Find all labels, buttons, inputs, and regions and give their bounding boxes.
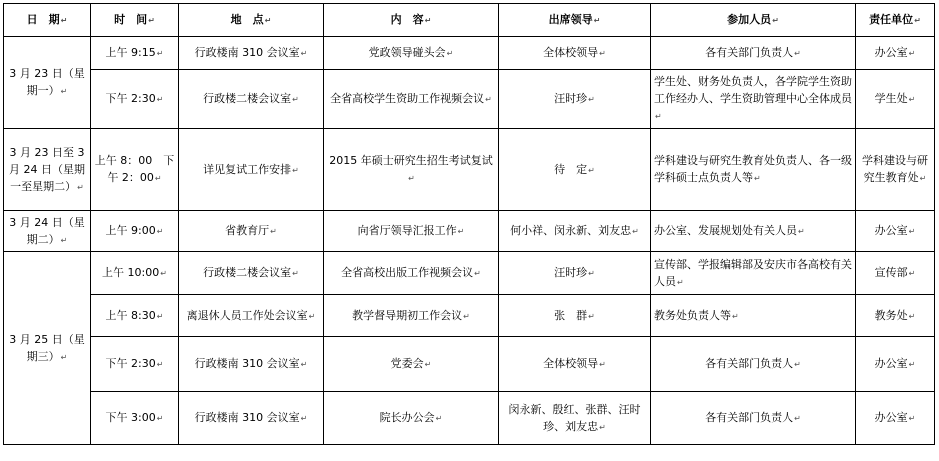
table-row: [4, 211, 935, 252]
table-row: [4, 70, 935, 129]
attendees-cell: 宣传部、学报编辑部及安庆市各高校有关人员↵: [651, 252, 856, 295]
content-cell: 党委会↵: [324, 337, 499, 392]
content-cell: 院长办公会↵: [324, 392, 499, 445]
header-content: 内 容↵: [324, 4, 499, 37]
attendees-cell: 学生处、财务处负责人，各学院学生资助工作经办人、学生资助管理中心全体成员↵: [651, 70, 856, 129]
unit-cell: 教务处↵: [856, 295, 935, 337]
leader-cell: 全体校领导↵: [499, 337, 651, 392]
table-row: [4, 252, 935, 295]
place-cell: 行政楼二楼会议室↵: [179, 252, 324, 295]
table-row: [4, 37, 935, 70]
content-cell: 全省高校出版工作视频会议↵: [324, 252, 499, 295]
content-cell: 党政领导碰头会↵: [324, 37, 499, 70]
unit-cell: 宣传部↵: [856, 252, 935, 295]
header-date: 日 期↵: [4, 4, 91, 37]
time-cell: 下午 2:30↵: [91, 70, 179, 129]
header-row: [4, 4, 935, 37]
date-cell: 3 月 23 日至 3 月 24 日（星期一至星期二）↵: [4, 129, 91, 211]
date-cell: 3 月 24 日（星期二）↵: [4, 211, 91, 252]
place-cell: 离退休人员工作处会议室↵: [179, 295, 324, 337]
schedule-table: [3, 3, 935, 445]
content-cell: 向省厅领导汇报工作↵: [324, 211, 499, 252]
place-cell: 行政楼二楼会议室↵: [179, 70, 324, 129]
attendees-cell: 办公室、发展规划处有关人员↵: [651, 211, 856, 252]
header-place: 地 点↵: [179, 4, 324, 37]
unit-cell: 办公室↵: [856, 392, 935, 445]
attendees-cell: 各有关部门负责人↵: [651, 37, 856, 70]
attendees-cell: 学科建设与研究生教育处负责人、各一级学科硕士点负责人等↵: [651, 129, 856, 211]
header-time: 时 间↵: [91, 4, 179, 37]
unit-cell: 办公室↵: [856, 337, 935, 392]
table-row: [4, 337, 935, 392]
place-cell: 行政楼南 310 会议室↵: [179, 392, 324, 445]
place-cell: 详见复试工作安排↵: [179, 129, 324, 211]
leader-cell: 何小祥、闵永新、刘友忠↵: [499, 211, 651, 252]
attendees-cell: 各有关部门负责人↵: [651, 337, 856, 392]
header-leader: 出席领导↵: [499, 4, 651, 37]
content-cell: 全省高校学生资助工作视频会议↵: [324, 70, 499, 129]
time-cell: 上午 9:00↵: [91, 211, 179, 252]
time-cell: 上午 8：00 下午 2：00↵: [91, 129, 179, 211]
time-cell: 上午 8:30↵: [91, 295, 179, 337]
date-cell: 3 月 25 日（星期三）↵: [4, 252, 91, 445]
unit-cell: 办公室↵: [856, 211, 935, 252]
place-cell: 行政楼南 310 会议室↵: [179, 337, 324, 392]
leader-cell: 待 定↵: [499, 129, 651, 211]
time-cell: 下午 2:30↵: [91, 337, 179, 392]
unit-cell: 办公室↵: [856, 37, 935, 70]
leader-cell: 张 群↵: [499, 295, 651, 337]
table-row: [4, 392, 935, 445]
leader-cell: 汪时珍↵: [499, 70, 651, 129]
header-attendees: 参加人员↵: [651, 4, 856, 37]
content-cell: 教学督导期初工作会议↵: [324, 295, 499, 337]
table-row: [4, 129, 935, 211]
place-cell: 省教育厅↵: [179, 211, 324, 252]
leader-cell: 全体校领导↵: [499, 37, 651, 70]
date-cell: 3 月 23 日（星期一）↵: [4, 37, 91, 129]
time-cell: 上午 10:00↵: [91, 252, 179, 295]
table-row: [4, 295, 935, 337]
leader-cell: 闵永新、殷红、张群、汪时珍、刘友忠↵: [499, 392, 651, 445]
header-unit: 责任单位↵: [856, 4, 935, 37]
time-cell: 下午 3:00↵: [91, 392, 179, 445]
unit-cell: 学科建设与研究生教育处↵: [856, 129, 935, 211]
unit-cell: 学生处↵: [856, 70, 935, 129]
content-cell: 2015 年硕士研究生招生考试复试↵: [324, 129, 499, 211]
leader-cell: 汪时珍↵: [499, 252, 651, 295]
time-cell: 上午 9:15↵: [91, 37, 179, 70]
attendees-cell: 教务处负责人等↵: [651, 295, 856, 337]
attendees-cell: 各有关部门负责人↵: [651, 392, 856, 445]
place-cell: 行政楼南 310 会议室↵: [179, 37, 324, 70]
